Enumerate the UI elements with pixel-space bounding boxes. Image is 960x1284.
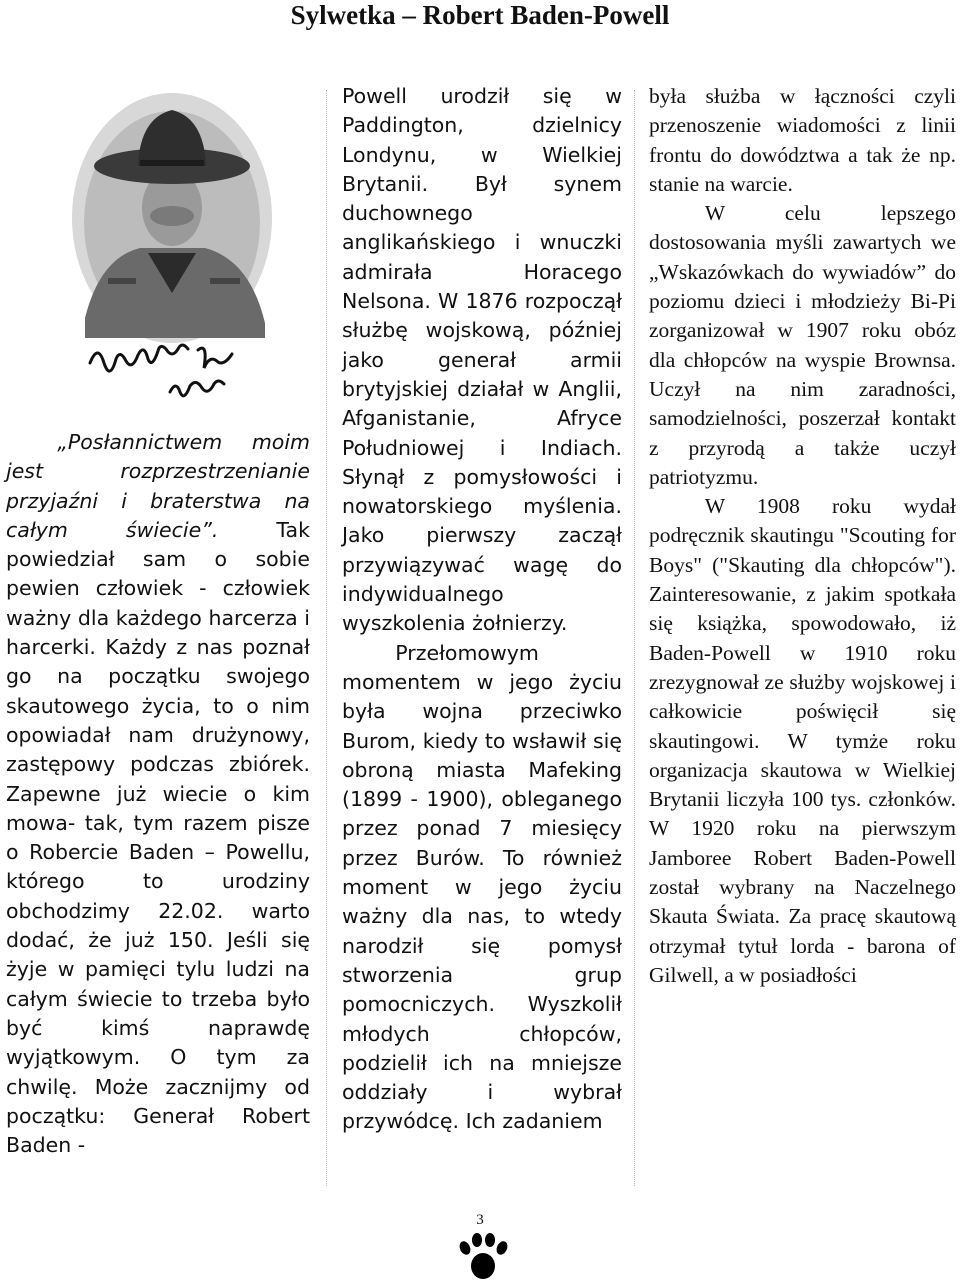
column-separator: [634, 90, 636, 1186]
column-left: [6, 82, 310, 1160]
column-right: [649, 82, 956, 990]
quote-text: „Posłannictwem moim jest rozprzestrzenianie przyjaźni i braterstwa na całym świecie”.: [6, 430, 310, 542]
page-number: 3: [476, 1212, 484, 1228]
intro-text: Tak powiedział sam o sobie pewien człowiek - człowiek ważny dla każdego harcerza i harcerki. Każdy z nas poznał go na początku swojego skautowego życia, to o nim opowiadał nam drużynowy, zastępowy podczas zbiórek. Zapewne już wiecie o kim mowa- tak, tym razem pisze o Robercie Baden – Powellu, którego to urodziny obchodzimy 22.02. warto dodać, że już 150. Jeśli się żyje w pamięci tylu ludzi na całym świecie to trzeba było być kimś naprawdę wyjątkowym. O tym za chwilę. Może zacznijmy od początku: Generał Robert Baden -: [6, 517, 310, 1158]
column-separator: [326, 90, 328, 1186]
paw-print-icon: [455, 1230, 511, 1284]
paragraph: była służba w łączności czyli przenoszenie wiadomości z linii frontu do dowództwa a tak że np. stanie na warcie.: [649, 84, 956, 196]
paragraph: W celu lepszego dostosowania myśli zawartych we „Wskazówkach do wywiadów” do poziomu dzieci i młodzieży Bi-Pi zorganizował w 1907 roku obóz dla chłopców na wyspie Brownsa. Uczył na nim zaradności, samodzielności, poszerzał kontakt z przyrodą a także uczył patriotyzmu.: [649, 201, 956, 489]
page-title: Sylwetka – Robert Baden-Powell: [290, 0, 670, 30]
paragraph: Powell urodził się w Paddington, dzielnicy Londynu, w Wielkiej Brytanii. Był synem duchownego anglikańskiego i wnuczki admirała Horacego Nelsona. W 1876 rozpoczął służbę wojskową, później jako generał armii brytyjskiej działał w Anglii, Afganistanie, Afryce Południowej i Indiach. Słynął z pomysłowości i nowatorskiego myślenia. Jako pierwszy zaczął przywiązywać wagę do indywidualnego wyszkolenia żołnierzy.: [342, 84, 622, 636]
paragraph: Przełomowym momentem w jego życiu była wojna przeciwko Burom, kiedy to wsławił się obroną miasta Mafeking (1899 - 1900), obleganego przez ponad 7 miesięcy przez Burów. To również moment w jego życiu ważny dla nas, to wtedy narodził się pomysł stworzenia grup pomocniczych. Wyszkolił młodych chłopców, podzielił ich na mniejsze oddziały i wybrał przywódcę. Ich zadaniem: [342, 640, 622, 1134]
paragraph: W 1908 roku wydał podręcznik skautingu "Scouting for Boys" ("Skauting dla chłopców"). Zainteresowanie, z jakim spotkała się książka, spowodowało, iż Baden-Powell w 1910 roku zrezygnował ze służby wojskowej i całkowicie poświęcił się skautingowi. W tymże roku organizacja skautowa w Wielkiej Brytanii liczyła 100 tys. członków. W 1920 roku na pierwszym Jamboree Robert Baden-Powell został wybrany na Naczelnego Skauta Świata. Za pracę skautową otrzymał tytuł lorda - barona of Gilwell, a w posiadłości: [649, 494, 956, 987]
column-middle: [342, 82, 622, 1137]
